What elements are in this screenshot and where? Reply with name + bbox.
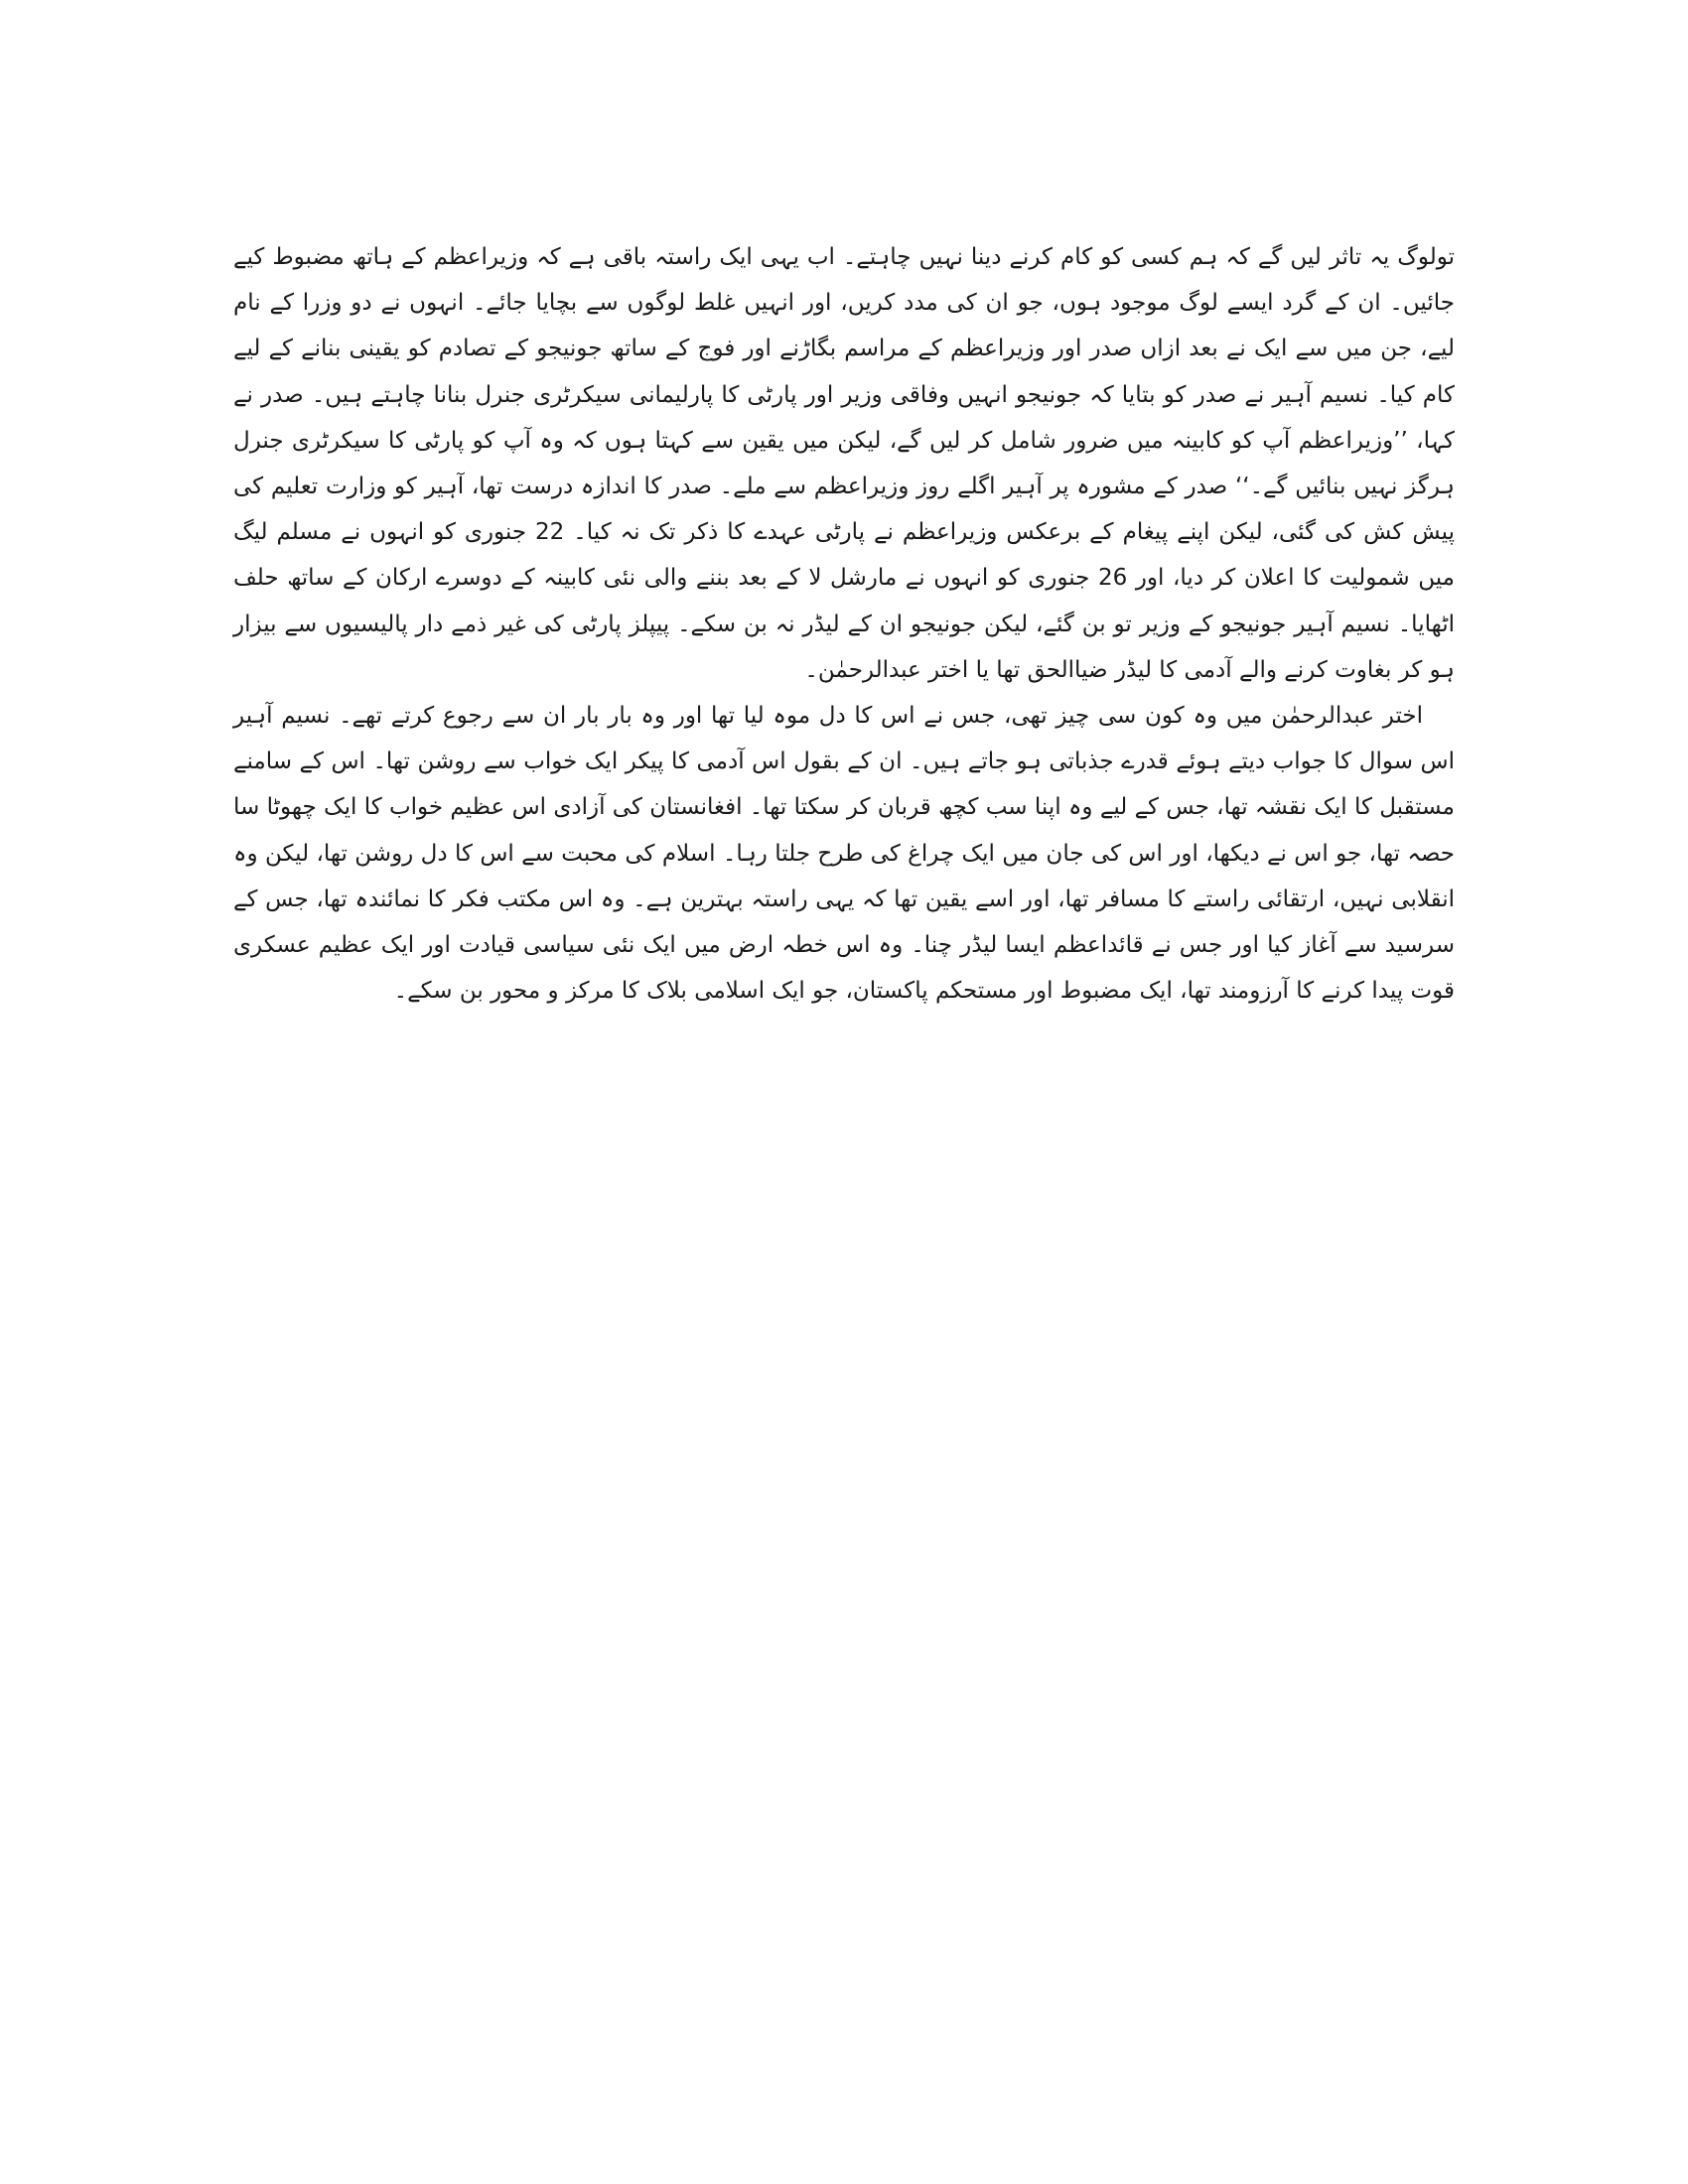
paragraph-2: اختر عبدالرحمٰن میں وہ کون سی چیز تھی، جس نے اس کا دل موہ لیا تھا اور وہ بار بار ان سے رجوع کرتے تھے۔ نسیم آہیر اس سوال کا جواب دیتے ہوئے قدرے جذباتی ہو جاتے ہیں۔ ان کے بقول اس آدمی کا پیکر ایک خواب سے روشن تھا۔ اس کے سامنے مستقبل کا ایک نقشہ تھا، جس کے لیے وہ اپنا سب کچھ قربان کر سکتا تھا۔ افغانستان کی آزادی اس عظیم خواب کا ایک چھوٹا سا حصہ تھا، جو اس نے دیکھا، اور اس کی جان میں ایک چراغ کی طرح جلتا رہا۔ اسلام کی محبت سے اس کا دل روشن تھا، لیکن وہ انقلابی نہیں، ارتقائی راستے کا مسافر تھا، اور اسے یقین تھا کہ یہی راستہ بہترین ہے۔ وہ اس مکتب فکر کا نمائندہ تھا، جس کے سرسید سے آغاز کیا اور جس نے قائداعظم ایسا لیڈر چنا۔ وہ اس خطہ ارض میں ایک نئی سیاسی قیادت اور ایک عظیم عسکری قوت پیدا کرنے کا آرزومند تھا، ایک مضبوط اور مستحکم پاکستان، جو ایک اسلامی بلاک کا مرکز و محور بن سکے۔	[233, 703, 1455, 1005]
body-text	[233, 234, 1455, 1014]
paragraph-1: تولوگ یہ تاثر لیں گے کہ ہم کسی کو کام کرنے دینا نہیں چاہتے۔ اب یہی ایک راستہ باقی ہے کہ وزیراعظم کے ہاتھ مضبوط کیے جائیں۔ ان کے گرد ایسے لوگ موجود ہوں، جو ان کی مدد کریں، اور انہیں غلط لوگوں سے بچایا جائے۔ انہوں نے دو وزرا کے نام لیے، جن میں سے ایک نے بعد ازاں صدر اور وزیراعظم کے مراسم بگاڑنے اور فوج کے ساتھ جونیجو کے تصادم کو یقینی بنانے کے لیے کام کیا۔ نسیم آہیر نے صدر کو بتایا کہ جونیجو انہیں وفاقی وزیر اور پارٹی کا پارلیمانی سیکرٹری جنرل بنانا چاہتے ہیں۔ صدر نے کہا، ’’وزیراعظم آپ کو کابینہ میں ضرور شامل کر لیں گے، لیکن میں یقین سے کہتا ہوں کہ وہ آپ کو پارٹی کا سیکرٹری جنرل ہرگز نہیں بنائیں گے۔‘‘ صدر کے مشورہ پر آہیر اگلے روز وزیراعظم سے ملے۔ صدر کا اندازہ درست تھا، آہیر کو وزارت تعلیم کی پیش کش کی گئی، لیکن اپنے پیغام کے برعکس وزیراعظم نے پارٹی عہدے کا ذکر تک نہ کیا۔ 22 جنوری کو انہوں نے مسلم لیگ میں شمولیت کا اعلان کر دیا، اور 26 جنوری کو انہوں نے مارشل لا کے بعد بننے والی نئی کابینہ کے دوسرے ارکان کے ساتھ حلف اٹھایا۔ نسیم آہیر جونیجو کے وزیر تو بن گئے، لیکن جونیجو ان کے لیڈر نہ بن سکے۔ پیپلز پارٹی کی غیر ذمے دار پالیسیوں سے بیزار ہو کر بغاوت کرنے والے آدمی کا لیڈر ضیاالحق تھا یا اختر عبدالرحمٰن۔	[233, 244, 1455, 683]
